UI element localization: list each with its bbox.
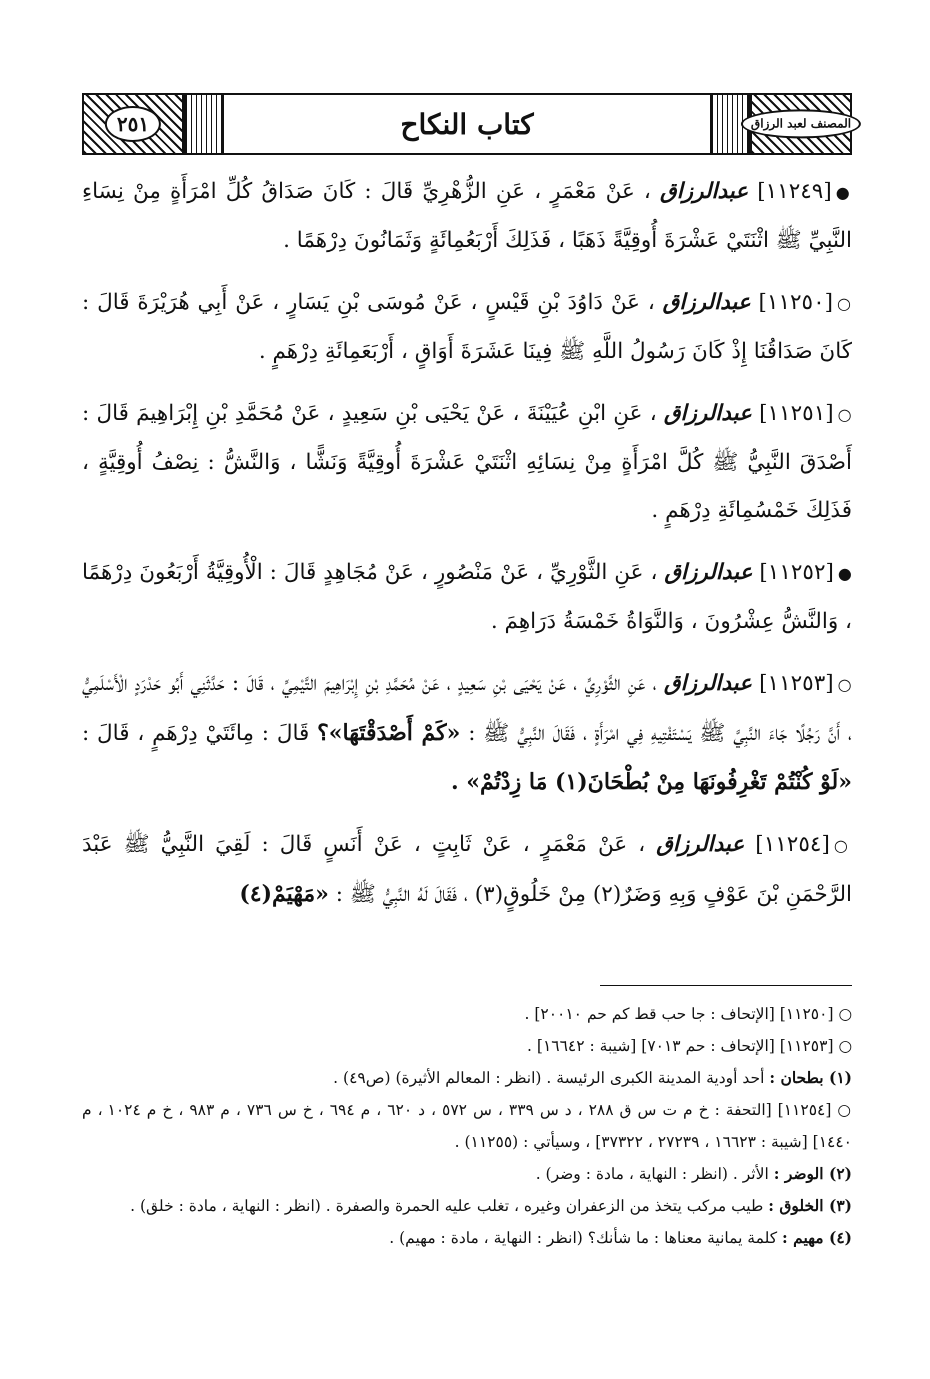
footnote-label: (١) بطحان :: [769, 1068, 852, 1087]
footnote-4: [82, 1222, 852, 1254]
footnote-divider: [600, 985, 852, 986]
hadith-text-continued: قَالَ : مِائَتَيْ دِرْهَمٍ ، قَالَ :: [82, 721, 310, 746]
footnote-takhrij-11254: [82, 1094, 852, 1158]
footnote-takhrij-11253: [82, 1030, 852, 1062]
footnote-text: طيب مركب يتخذ من الزعفران وغيره ، تغلب عليه الحمرة والصفرة . (انظر : النهاية ، مادة : خلق) .: [130, 1197, 764, 1215]
hadith-11252: [82, 549, 852, 646]
hadith-marker: ○: [837, 675, 852, 694]
book-badge: المصنف لعبد الرزاق: [741, 109, 861, 138]
hadith-11250: [82, 279, 852, 376]
hadith-number: [١١٢٥٣]: [759, 671, 834, 696]
main-text: [82, 168, 852, 933]
hadith-number: [١١٢٥٠]: [758, 290, 834, 315]
footnote-marker: ○: [838, 1005, 852, 1023]
narrator-name: عبدالرزاق: [663, 671, 752, 696]
footnote-text: كلمة يمانية معناها : ما شأنك؟ (انظر : النهاية ، مادة : مهيم) .: [389, 1229, 778, 1247]
hadith-marker: ○: [833, 836, 852, 855]
footnote-text: أحد أودية المدينة الكبرى الرئيسة . (انظر : المعالم الأثيرة) (ص٤٩) .: [333, 1069, 765, 1087]
hadith-11251: [82, 390, 852, 535]
footnote-3: [82, 1190, 852, 1222]
footnote-text: [١١٢٥٣] [الإتحاف : حم ٧٠١٣] [شيبة : ١٦٦٤٢] .: [527, 1037, 834, 1055]
hadith-text: ، عَنْ مَعْمَرٍ ، عَنْ ثَابِتٍ ، عَنْ أَنَسٍ قَالَ : لَقِيَ النَّبِيُّ ﷺ عَبْدَ الرَّحْمَنِ بْنَ عَوْفٍ وَبِهِ وَضَرٌ(٢) مِنْ خَلُوقٍ(٣) ، فَقَالَ لَهُ النَّبِيُّ ﷺ :: [82, 832, 852, 907]
hadith-marker: ●: [835, 183, 852, 202]
hadith-number: [١١٢٥٢]: [759, 560, 834, 585]
footnote-takhrij-11250: [82, 998, 852, 1030]
footnote-text: الأثر . (انظر : النهاية ، مادة : وضر) .: [535, 1165, 769, 1183]
narrator-name: عبدالرزاق: [662, 290, 751, 315]
narrator-name: عبدالرزاق: [663, 401, 752, 426]
prophet-quote: «مَهْيَمْ(٤): [239, 881, 329, 907]
prophet-quote: «لَوْ كُنْتُمْ تَغْرِفُونَهَا مِنْ بُطْحَانَ(١) مَا زِدْتُمْ» .: [450, 769, 852, 795]
hadith-number: [١١٢٥١]: [759, 401, 834, 426]
hadith-text: ، عَنْ مَعْمَرٍ ، عَنِ الزُّهْرِيِّ قَالَ : كَانَ صَدَاقُ كُلِّ امْرَأَةٍ مِنْ نِسَاءِ النَّبِيِّ ﷺ اثْنَتَيْ عَشْرَةَ أُوقِيَّةً ذَهَبًا ، فَذَلِكَ أَرْبَعُمِائَةٍ وَثَمَانُونَ دِرْهَمًا .: [82, 179, 852, 253]
hadith-number: [١١٢٥٤]: [755, 832, 830, 857]
hadith-marker: ●: [837, 564, 852, 583]
footnote-marker: ○: [838, 1037, 852, 1055]
narrator-name: عبدالرزاق: [664, 560, 753, 585]
footnote-2: [82, 1158, 852, 1190]
footnote-label: (٤) مهيم :: [782, 1228, 852, 1247]
footnote-text: [١١٢٥٤] [التحفة : خ م ت س ق ٢٨٨ ، د س ٣٣٩ ، س ٥٧٢ ، د ٦٢٠ ، م ٦٩٤ ، خ س ٧٣٦ ، م ٩٨٣ ، خ م ١٠٢٤ ، م ١٤٤٠] [شيبة : ١٦٦٢٣ ، ٢٧٢٣٩ ، ٣٧٣٢٢] ، وسيأتي : (١١٢٥٥) .: [82, 1101, 852, 1151]
page-header: [82, 93, 852, 155]
footnote-label: (٣) الخلوق :: [768, 1196, 852, 1215]
hadith-text: ، عَنِ الثَّوْرِيِّ ، عَنْ مَنْصُورٍ ، عَنْ مُجَاهِدٍ قَالَ : الْأُوقِيَّةُ أَرْبَعُونَ دِرْهَمًا ، وَالنَّشُّ عِشْرُونَ ، وَالنَّوَاةُ خَمْسَةُ دَرَاهِمَ .: [82, 560, 852, 634]
hadith-marker: ○: [837, 294, 853, 313]
footnote-marker: ○: [837, 1101, 852, 1119]
footnote-1: [82, 1062, 852, 1094]
narrator-name: عبدالرزاق: [660, 179, 749, 204]
page-number: ٢٥١: [105, 106, 161, 142]
hadith-marker: ○: [837, 405, 852, 424]
hadith-number: [١١٢٤٩]: [757, 179, 832, 204]
narrator-name: عبدالرزاق: [656, 832, 745, 857]
hadith-text: ، عَنِ الثَّوْرِيِّ ، عَنْ يَحْيَى بْنِ سَعِيدٍ ، عَنْ مُحَمَّدِ بْنِ إِبْرَاهِيمَ التَّيْمِيِّ ، قَالَ : حَدَّثَنِي أَبُو حَدْرَدٍ الْأَسْلَمِيُّ ، أَنَّ رَجُلًا جَاءَ النَّبِيَّ ﷺ يَسْتَفْتِيهِ فِي امْرَأَةٍ ، فَقَالَ النَّبِيُّ ﷺ :: [82, 671, 852, 746]
header-ornament-left: [84, 95, 184, 153]
hadith-11253: [82, 660, 852, 807]
hadith-text: ، عَنْ دَاوُدَ بْنِ قَيْسٍ ، عَنْ مُوسَى بْنِ يَسَارٍ ، عَنْ أَبِي هُرَيْرَةَ قَالَ : كَانَ صَدَاقُنَا إِذْ كَانَ رَسُولُ اللَّهِ ﷺ فِينَا عَشَرَةَ أَوَاقٍ ، أَرْبَعَمِائَةِ دِرْهَمٍ .: [82, 290, 852, 364]
prophet-quote: «كَمْ أَصْدَقْتَهَا»؟: [317, 720, 461, 746]
header-ornament-right: [750, 95, 850, 153]
footnote-label: (٢) الوضر :: [773, 1164, 852, 1183]
book-title: كتاب النكاح: [400, 107, 534, 141]
footnote-text: [١١٢٥٠] [الإتحاف : جا حب قط كم حم ٢٠٠١٠] .: [524, 1005, 834, 1023]
hadith-11254: [82, 821, 852, 919]
header-ornament-strip-left: [184, 95, 224, 153]
hadith-11249: [82, 168, 852, 265]
hadith-text: ، عَنِ ابْنِ عُيَيْنَةَ ، عَنْ يَحْيَى بْنِ سَعِيدٍ ، عَنْ مُحَمَّدِ بْنِ إِبْرَاهِيمَ قَالَ : أَصْدَقَ النَّبِيُّ ﷺ كُلَّ امْرَأَةٍ مِنْ نِسَائِهِ اثْنَتَيْ عَشْرَةَ أُوقِيَّةً وَنَشًّا ، وَالنَّشُّ : نِصْفُ أُوقِيَّةٍ ، فَذَلِكَ خَمْسُمِائَةِ دِرْهَمٍ .: [82, 401, 852, 523]
footnotes: [82, 998, 852, 1254]
